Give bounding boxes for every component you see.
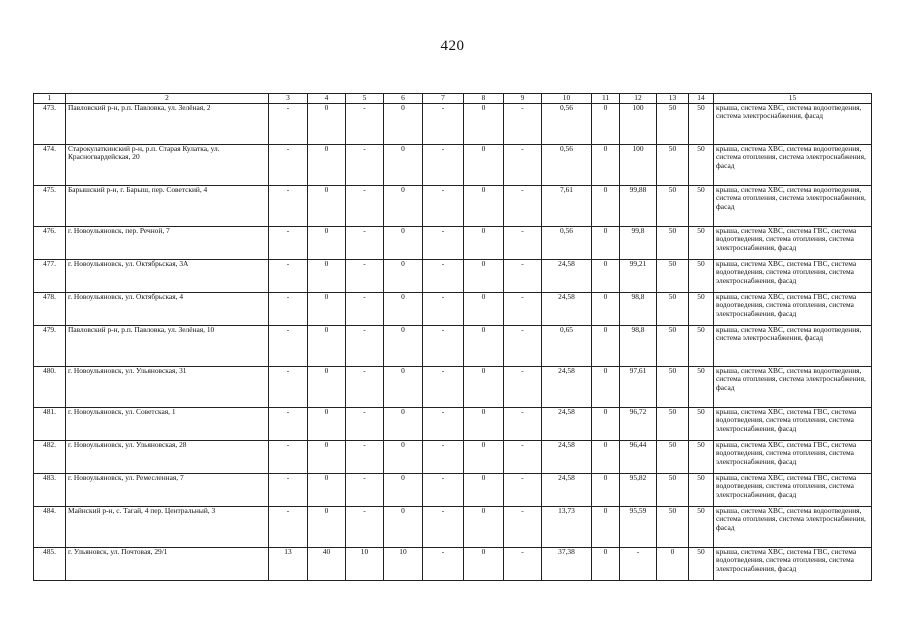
works-cell: крыша, система ХВС, система водоотведения, система отопления, система электроснабжения, фасад [714,367,872,408]
cell-col-6: 0 [384,326,423,367]
table-row [34,145,872,186]
cell-col-13: 50 [657,408,689,441]
cell-col-8: 0 [464,548,504,581]
cell-col-5: - [346,507,384,548]
cell-col-13: 0 [657,548,689,581]
cell-col-14: 50 [689,441,714,474]
cell-col-5: 10 [346,548,384,581]
row-number: 481. [34,408,66,441]
works-cell: крыша, система ХВС, система ГВС, система водоотведения, система отопления, система электроснабжения, фасад [714,293,872,326]
cell-col-9: - [504,260,542,293]
row-number: 480. [34,367,66,408]
table-row [34,104,872,145]
table-row [34,326,872,367]
address-cell: г. Ульяновск, ул. Почтовая, 29/1 [66,548,269,581]
cell-col-3: - [269,441,308,474]
row-number: 473. [34,104,66,145]
cell-col-6: 0 [384,260,423,293]
cell-col-6: 0 [384,186,423,227]
table-row [34,367,872,408]
cell-col-6: 0 [384,227,423,260]
column-header: 15 [714,94,872,104]
row-number: 482. [34,441,66,474]
cell-col-5: - [346,441,384,474]
cell-col-10: 0,65 [542,326,592,367]
cell-col-6: 0 [384,507,423,548]
works-cell: крыша, система ХВС, система ГВС, система водоотведения, система отопления, система электроснабжения, фасад [714,227,872,260]
cell-col-10: 24,58 [542,474,592,507]
cell-col-3: - [269,186,308,227]
cell-col-12: 99,88 [620,186,657,227]
cell-col-6: 0 [384,104,423,145]
cell-col-11: 0 [592,507,620,548]
address-cell: г. Новоульяновск, ул. Октябрьская, 3А [66,260,269,293]
address-cell: г. Новоульяновск, пер. Речной, 7 [66,227,269,260]
cell-col-4: 0 [308,507,346,548]
works-cell: крыша, система ХВС, система ГВС, система водоотведения, система отопления, система электроснабжения, фасад [714,548,872,581]
cell-col-11: 0 [592,474,620,507]
cell-col-12: 100 [620,145,657,186]
cell-col-14: 50 [689,186,714,227]
cell-col-4: 40 [308,548,346,581]
cell-col-7: - [423,227,464,260]
cell-col-3: - [269,474,308,507]
cell-col-7: - [423,548,464,581]
cell-col-6: 0 [384,293,423,326]
cell-col-7: - [423,293,464,326]
cell-col-14: 50 [689,104,714,145]
works-cell: крыша, система ХВС, система водоотведения, система отопления, система электроснабжения, фасад [714,507,872,548]
cell-col-13: 50 [657,260,689,293]
cell-col-4: 0 [308,293,346,326]
column-header: 13 [657,94,689,104]
row-number: 474. [34,145,66,186]
works-cell: крыша, система ХВС, система водоотведения, система отопления, система электроснабжения, фасад [714,186,872,227]
address-cell: г. Новоульяновск, ул. Советская, 1 [66,408,269,441]
cell-col-6: 0 [384,474,423,507]
address-cell: г. Новоульяновск, ул. Ульяновская, 28 [66,441,269,474]
row-number: 484. [34,507,66,548]
cell-col-14: 50 [689,408,714,441]
cell-col-5: - [346,408,384,441]
cell-col-5: - [346,293,384,326]
cell-col-8: 0 [464,293,504,326]
cell-col-12: 98,8 [620,326,657,367]
cell-col-3: - [269,227,308,260]
header-row [34,94,872,104]
address-cell: Старокулаткинский р-н, р.п. Старая Кулатка, ул. Красногвардейская, 20 [66,145,269,186]
page-number: 420 [440,38,465,54]
address-cell: Майнский р-н, с. Тагай, 4 пер. Центральный, 3 [66,507,269,548]
cell-col-11: 0 [592,367,620,408]
cell-col-10: 0,56 [542,145,592,186]
cell-col-4: 0 [308,474,346,507]
table-row [34,408,872,441]
cell-col-9: - [504,145,542,186]
address-cell: Барышский р-н, г. Барыш, пер. Советский, 4 [66,186,269,227]
cell-col-10: 13,73 [542,507,592,548]
row-number: 477. [34,260,66,293]
works-cell: крыша, система ХВС, система водоотведения, система отопления, система электроснабжения, фасад [714,145,872,186]
cell-col-11: 0 [592,293,620,326]
cell-col-4: 0 [308,260,346,293]
cell-col-10: 24,58 [542,293,592,326]
cell-col-8: 0 [464,408,504,441]
address-cell: г. Новоульяновск, ул. Ульяновская, 31 [66,367,269,408]
cell-col-14: 50 [689,548,714,581]
cell-col-4: 0 [308,408,346,441]
works-cell: крыша, система ХВС, система водоотведения, система электроснабжения, фасад [714,104,872,145]
cell-col-3: - [269,507,308,548]
cell-col-13: 50 [657,474,689,507]
cell-col-3: - [269,260,308,293]
cell-col-13: 50 [657,145,689,186]
row-number: 476. [34,227,66,260]
cell-col-7: - [423,186,464,227]
column-header: 8 [464,94,504,104]
cell-col-13: 50 [657,227,689,260]
works-cell: крыша, система ХВС, система ГВС, система водоотведения, система отопления, система электроснабжения, фасад [714,260,872,293]
cell-col-5: - [346,186,384,227]
cell-col-13: 50 [657,293,689,326]
cell-col-3: - [269,104,308,145]
registry-table [33,93,872,581]
column-header: 6 [384,94,423,104]
cell-col-8: 0 [464,104,504,145]
cell-col-14: 50 [689,367,714,408]
column-header: 3 [269,94,308,104]
cell-col-14: 50 [689,260,714,293]
cell-col-5: - [346,260,384,293]
cell-col-9: - [504,186,542,227]
cell-col-9: - [504,474,542,507]
cell-col-10: 24,58 [542,441,592,474]
cell-col-9: - [504,548,542,581]
cell-col-5: - [346,145,384,186]
cell-col-6: 0 [384,441,423,474]
cell-col-14: 50 [689,293,714,326]
cell-col-9: - [504,441,542,474]
cell-col-11: 0 [592,441,620,474]
cell-col-5: - [346,227,384,260]
table-row [34,186,872,227]
cell-col-8: 0 [464,367,504,408]
cell-col-4: 0 [308,104,346,145]
cell-col-11: 0 [592,145,620,186]
cell-col-4: 0 [308,186,346,227]
column-header: 5 [346,94,384,104]
row-number: 475. [34,186,66,227]
cell-col-14: 50 [689,326,714,367]
cell-col-7: - [423,507,464,548]
cell-col-9: - [504,367,542,408]
row-number: 479. [34,326,66,367]
cell-col-13: 50 [657,367,689,408]
cell-col-7: - [423,260,464,293]
address-cell: г. Новоульяновск, ул. Октябрьская, 4 [66,293,269,326]
cell-col-14: 50 [689,474,714,507]
column-header: 4 [308,94,346,104]
cell-col-8: 0 [464,441,504,474]
cell-col-7: - [423,441,464,474]
cell-col-8: 0 [464,260,504,293]
cell-col-7: - [423,145,464,186]
cell-col-5: - [346,104,384,145]
cell-col-6: 0 [384,145,423,186]
cell-col-12: 97,61 [620,367,657,408]
cell-col-7: - [423,367,464,408]
cell-col-11: 0 [592,548,620,581]
cell-col-10: 0,56 [542,104,592,145]
table-row [34,474,872,507]
cell-col-4: 0 [308,227,346,260]
cell-col-8: 0 [464,474,504,507]
table-row [34,293,872,326]
cell-col-4: 0 [308,367,346,408]
cell-col-13: 50 [657,441,689,474]
cell-col-8: 0 [464,186,504,227]
table-row [34,227,872,260]
cell-col-5: - [346,474,384,507]
cell-col-3: - [269,367,308,408]
cell-col-12: 99,8 [620,227,657,260]
cell-col-12: - [620,548,657,581]
cell-col-10: 24,58 [542,260,592,293]
cell-col-13: 50 [657,104,689,145]
cell-col-14: 50 [689,145,714,186]
cell-col-13: 50 [657,326,689,367]
cell-col-12: 95,59 [620,507,657,548]
cell-col-9: - [504,293,542,326]
cell-col-7: - [423,408,464,441]
cell-col-11: 0 [592,408,620,441]
column-header: 1 [34,94,66,104]
column-header: 9 [504,94,542,104]
cell-col-12: 100 [620,104,657,145]
cell-col-7: - [423,474,464,507]
cell-col-7: - [423,326,464,367]
cell-col-6: 10 [384,548,423,581]
cell-col-3: - [269,293,308,326]
table-row [34,260,872,293]
cell-col-4: 0 [308,326,346,367]
column-header: 14 [689,94,714,104]
cell-col-7: - [423,104,464,145]
cell-col-10: 24,58 [542,408,592,441]
cell-col-5: - [346,367,384,408]
cell-col-9: - [504,326,542,367]
cell-col-12: 95,82 [620,474,657,507]
cell-col-11: 0 [592,326,620,367]
cell-col-9: - [504,104,542,145]
cell-col-10: 37,38 [542,548,592,581]
column-header: 10 [542,94,592,104]
works-cell: крыша, система ХВС, система ГВС, система водоотведения, система отопления, система электроснабжения, фасад [714,441,872,474]
cell-col-11: 0 [592,104,620,145]
cell-col-13: 50 [657,186,689,227]
cell-col-12: 96,72 [620,408,657,441]
cell-col-3: 13 [269,548,308,581]
cell-col-4: 0 [308,441,346,474]
works-cell: крыша, система ХВС, система ГВС, система водоотведения, система отопления, система электроснабжения, фасад [714,474,872,507]
cell-col-12: 99,21 [620,260,657,293]
cell-col-9: - [504,507,542,548]
cell-col-3: - [269,408,308,441]
column-header: 2 [66,94,269,104]
cell-col-12: 98,8 [620,293,657,326]
cell-col-6: 0 [384,408,423,441]
cell-col-11: 0 [592,227,620,260]
cell-col-10: 0,56 [542,227,592,260]
cell-col-6: 0 [384,367,423,408]
column-header: 11 [592,94,620,104]
column-header: 7 [423,94,464,104]
works-cell: крыша, система ХВС, система водоотведения, система электроснабжения, фасад [714,326,872,367]
cell-col-11: 0 [592,260,620,293]
cell-col-12: 96,44 [620,441,657,474]
works-cell: крыша, система ХВС, система ГВС, система водоотведения, система отопления, система электроснабжения, фасад [714,408,872,441]
cell-col-10: 24,58 [542,367,592,408]
cell-col-4: 0 [308,145,346,186]
cell-col-3: - [269,326,308,367]
cell-col-11: 0 [592,186,620,227]
cell-col-5: - [346,326,384,367]
table-row [34,507,872,548]
cell-col-14: 50 [689,507,714,548]
cell-col-10: 7,61 [542,186,592,227]
cell-col-8: 0 [464,507,504,548]
table-row [34,441,872,474]
column-header: 12 [620,94,657,104]
row-number: 485. [34,548,66,581]
cell-col-13: 50 [657,507,689,548]
address-cell: г. Новоульяновск, ул. Ремесленная, 7 [66,474,269,507]
table-row [34,548,872,581]
address-cell: Павловский р-н, р.п. Павловка, ул. Зелёная, 2 [66,104,269,145]
cell-col-9: - [504,227,542,260]
row-number: 483. [34,474,66,507]
cell-col-8: 0 [464,145,504,186]
cell-col-14: 50 [689,227,714,260]
cell-col-8: 0 [464,227,504,260]
cell-col-3: - [269,145,308,186]
cell-col-9: - [504,408,542,441]
address-cell: Павловский р-н, р.п. Павловка, ул. Зелёная, 10 [66,326,269,367]
row-number: 478. [34,293,66,326]
cell-col-8: 0 [464,326,504,367]
